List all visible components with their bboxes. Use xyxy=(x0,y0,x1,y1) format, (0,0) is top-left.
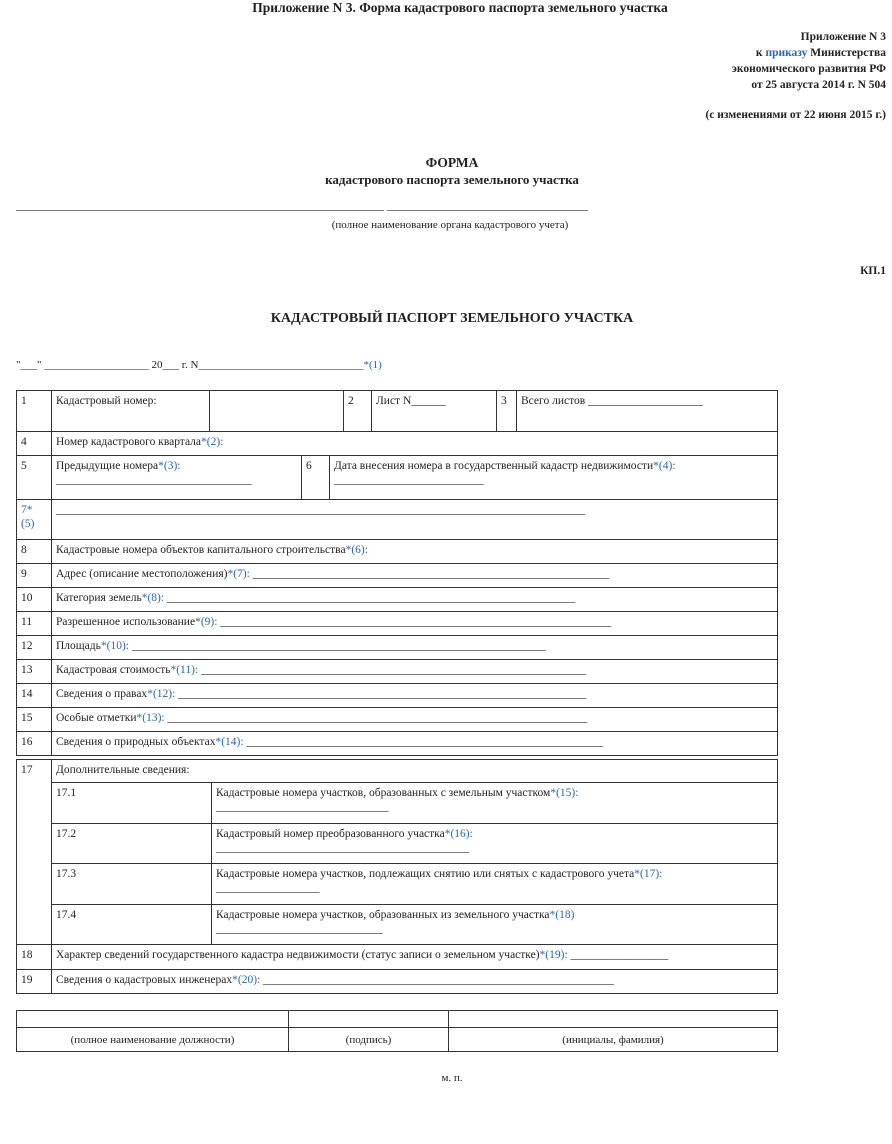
row-number: 19 xyxy=(17,970,52,994)
land-category-label: Категория земель*(8): _______________________________________________________________________ xyxy=(52,588,778,612)
subrow-number: 17.1 xyxy=(52,783,212,824)
row-number: 13 xyxy=(17,660,52,684)
position-caption: (полное наименование должности) xyxy=(17,1028,289,1052)
entry-date-label: Дата внесения номера в государственный кадастр недвижимости*(4): __________________________ xyxy=(330,456,778,500)
row-number: 16 xyxy=(17,732,52,756)
permitted-use-label: Разрешенное использование*(9): ____________________________________________________________________ xyxy=(52,612,778,636)
sheet-number-label: Лист N______ xyxy=(372,391,497,432)
total-sheets-label: Всего листов ____________________ xyxy=(517,391,778,432)
additional-info-table xyxy=(16,759,778,945)
main-table xyxy=(16,431,778,756)
row-number: 2 xyxy=(344,391,372,432)
area-label: Площадь*(10): ________________________________________________________________________ xyxy=(52,636,778,660)
row-number: 4 xyxy=(17,432,52,456)
appendix-line3: экономического развития РФ xyxy=(731,63,886,75)
row-number: 18 xyxy=(17,945,52,970)
signature-table xyxy=(16,1010,778,1052)
row-number: 17 xyxy=(17,760,52,945)
row-number: 15 xyxy=(17,708,52,732)
row-number: 5 xyxy=(17,456,52,500)
record-status-label: Характер сведений государственного кадастра недвижимости (статус записи о земельном участке)*(19): _________________ xyxy=(52,945,778,970)
changes-note: (с изменениями от 22 июня 2015 г.) xyxy=(705,109,886,121)
quarter-number-label: Номер кадастрового квартала*(2): xyxy=(52,432,778,456)
row-number: 7* (5) xyxy=(17,500,52,540)
cadastral-number-field[interactable] xyxy=(210,391,344,432)
appendix-line1: Приложение N 3 xyxy=(800,31,886,43)
natural-objects-label: Сведения о природных объектах*(14): ______________________________________________________________ xyxy=(52,732,778,756)
address-label: Адрес (описание местоположения)*(7): ______________________________________________________________ xyxy=(52,564,778,588)
appendix-line4: от 25 августа 2014 г. N 504 xyxy=(751,79,886,91)
row-number: 14 xyxy=(17,684,52,708)
cadastral-value-label: Кадастровая стоимость*(11): ___________________________________________________________________ xyxy=(52,660,778,684)
final-rows-table xyxy=(16,944,778,994)
row-number: 6 xyxy=(302,456,330,500)
form-heading: ФОРМА xyxy=(425,155,479,170)
construction-objects-label: Кадастровые номера объектов капитального строительства*(6): xyxy=(52,540,778,564)
subrow-number: 17.3 xyxy=(52,864,212,905)
formed-with-label: Кадастровые номера участков, образованных с земельным участком*(15): ______________________________ xyxy=(212,783,778,824)
row-number: 11 xyxy=(17,612,52,636)
rights-label: Сведения о правах*(12): _______________________________________________________________________ xyxy=(52,684,778,708)
org-caption: (полное наименование органа кадастрового учета) xyxy=(331,219,569,231)
cadastral-number-label: Кадастровый номер: xyxy=(52,391,210,432)
additional-info-label: Дополнительные сведения: xyxy=(52,760,778,783)
main-title: КАДАСТРОВЫЙ ПАСПОРТ ЗЕМЕЛЬНОГО УЧАСТКА xyxy=(270,311,634,326)
engineers-label: Сведения о кадастровых инженерах*(20): _____________________________________________________________ xyxy=(52,970,778,994)
row-number: 8 xyxy=(17,540,52,564)
order-link[interactable]: приказу xyxy=(765,47,808,59)
row-number: 10 xyxy=(17,588,52,612)
row-number: 12 xyxy=(17,636,52,660)
stamp-place: м. п. xyxy=(441,1072,463,1084)
org-line: ________________________________________________________________ ___________________________________ xyxy=(16,200,589,212)
special-notes-label: Особые отметки*(13): _________________________________________________________________________ xyxy=(52,708,778,732)
form-code: КП.1 xyxy=(860,265,886,277)
name-caption: (инициалы, фамилия) xyxy=(449,1028,778,1052)
row-number: 1 xyxy=(17,391,52,432)
subrow-number: 17.4 xyxy=(52,905,212,945)
position-field[interactable] xyxy=(17,1011,289,1028)
date-number-line: "___" ___________________ 20___ г. N______________________________*(1) xyxy=(16,359,382,371)
previous-numbers-label: Предыдущие номера*(3): __________________________________ xyxy=(52,456,302,500)
appendix-line2: к приказу Министерства xyxy=(755,47,886,59)
row-1-table xyxy=(16,390,778,432)
transformed-label: Кадастровый номер преобразованного участка*(16): ____________________________________________ xyxy=(212,824,778,864)
subrow-number: 17.2 xyxy=(52,824,212,864)
form-subheading: кадастрового паспорта земельного участка xyxy=(325,172,579,187)
page-title: Приложение N 3. Форма кадастрового паспорта земельного участка xyxy=(252,0,668,15)
name-field[interactable] xyxy=(449,1011,778,1028)
removed-label: Кадастровые номера участков, подлежащих снятию или снятых с кадастрового учета*(17): __________________ xyxy=(212,864,778,905)
row-7-line: ____________________________________________________________________________________________ xyxy=(52,500,778,540)
formed-from-label: Кадастровые номера участков, образованных из земельного участка*(18) _____________________________ xyxy=(212,905,778,945)
appendix-block xyxy=(586,29,886,93)
row-number: 9 xyxy=(17,564,52,588)
signature-field[interactable] xyxy=(289,1011,449,1028)
signature-caption: (подпись) xyxy=(289,1028,449,1052)
row-number: 3 xyxy=(497,391,517,432)
